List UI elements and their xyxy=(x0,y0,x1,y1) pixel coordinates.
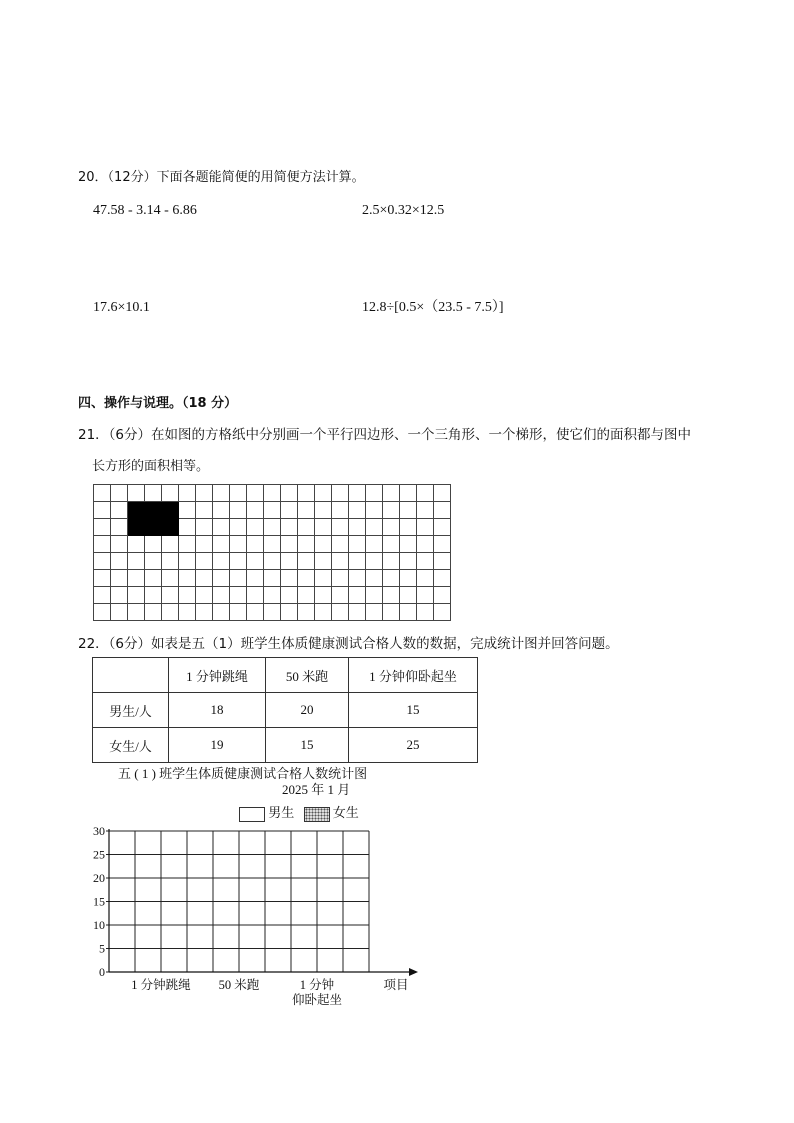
y-tick-label: 20 xyxy=(93,871,105,885)
grid-square[interactable] xyxy=(366,570,383,587)
grid-square[interactable] xyxy=(196,536,213,553)
table-header-situps: 1 分钟仰卧起坐 xyxy=(349,658,478,693)
grid-square[interactable] xyxy=(315,502,332,519)
x-axis-arrow xyxy=(409,968,418,976)
grid-square[interactable] xyxy=(281,570,298,587)
q20-title: 20．（12分）下面各题能简便的用简便方法计算。 xyxy=(78,170,365,185)
grid-square[interactable] xyxy=(247,587,264,604)
grid-square[interactable] xyxy=(281,502,298,519)
table-cell: 25 xyxy=(349,728,478,763)
grid-square[interactable] xyxy=(434,587,451,604)
grid-square[interactable] xyxy=(230,570,247,587)
grid-square[interactable] xyxy=(281,485,298,502)
grid-square[interactable] xyxy=(247,553,264,570)
table-cell: 19 xyxy=(169,728,266,763)
grid-square[interactable] xyxy=(111,587,128,604)
grid-square[interactable] xyxy=(315,485,332,502)
y-tick-label: 5 xyxy=(99,941,105,956)
grid-square[interactable] xyxy=(400,502,417,519)
grid-square[interactable] xyxy=(162,553,179,570)
grid-square[interactable] xyxy=(281,587,298,604)
grid-square[interactable] xyxy=(94,536,111,553)
grid-square[interactable] xyxy=(281,604,298,621)
grid-square[interactable] xyxy=(145,604,162,621)
grid-square[interactable] xyxy=(264,536,281,553)
given-rectangle-cell[interactable] xyxy=(145,502,162,519)
grid-square[interactable] xyxy=(366,604,383,621)
grid-square[interactable] xyxy=(434,570,451,587)
grid-square[interactable] xyxy=(230,502,247,519)
grid-square[interactable] xyxy=(179,485,196,502)
grid-square[interactable] xyxy=(281,519,298,536)
grid-square[interactable] xyxy=(111,553,128,570)
grid-square[interactable] xyxy=(213,536,230,553)
grid-square[interactable] xyxy=(162,536,179,553)
grid-square[interactable] xyxy=(196,604,213,621)
grid-square[interactable] xyxy=(94,553,111,570)
grid-square[interactable] xyxy=(332,502,349,519)
table-header-jump-rope: 1 分钟跳绳 xyxy=(169,658,266,693)
grid-square[interactable] xyxy=(417,519,434,536)
grid-square[interactable] xyxy=(434,519,451,536)
chart-title: 五 ( 1 ) 班学生体质健康测试合格人数统计图 xyxy=(118,766,368,781)
square-grid-paper[interactable] xyxy=(93,484,451,621)
table-cell: 15 xyxy=(349,693,478,728)
grid-square[interactable] xyxy=(332,587,349,604)
y-tick-label: 30 xyxy=(93,824,105,838)
bar-chart-grid[interactable] xyxy=(80,820,430,1015)
grid-square[interactable] xyxy=(400,570,417,587)
grid-square[interactable] xyxy=(349,553,366,570)
grid-square[interactable] xyxy=(383,519,400,536)
grid-square[interactable] xyxy=(332,604,349,621)
grid-square[interactable] xyxy=(298,485,315,502)
grid-square[interactable] xyxy=(366,502,383,519)
grid-square[interactable] xyxy=(383,502,400,519)
grid-square[interactable] xyxy=(230,536,247,553)
grid-square[interactable] xyxy=(332,570,349,587)
grid-square[interactable] xyxy=(366,536,383,553)
grid-square[interactable] xyxy=(145,553,162,570)
grid-square[interactable] xyxy=(332,553,349,570)
grid-square[interactable] xyxy=(281,553,298,570)
grid-square[interactable] xyxy=(400,485,417,502)
grid-square[interactable] xyxy=(315,536,332,553)
grid-square[interactable] xyxy=(400,536,417,553)
y-tick-label: 15 xyxy=(93,894,105,909)
grid-square[interactable] xyxy=(434,485,451,502)
grid-square[interactable] xyxy=(213,519,230,536)
grid-square[interactable] xyxy=(162,485,179,502)
table-row-label-boys: 男生/人 xyxy=(93,693,169,728)
grid-square[interactable] xyxy=(434,553,451,570)
grid-square[interactable] xyxy=(315,519,332,536)
q20-expr-1: 47.58 - 3.14 - 6.86 xyxy=(93,203,197,218)
grid-square[interactable] xyxy=(434,502,451,519)
x-category-label: 50 米跑 xyxy=(218,978,260,992)
grid-square[interactable] xyxy=(179,536,196,553)
grid-square[interactable] xyxy=(315,604,332,621)
grid-square[interactable] xyxy=(332,519,349,536)
grid-square[interactable] xyxy=(213,587,230,604)
grid-square[interactable] xyxy=(179,570,196,587)
q21-line-1: 21．（6分）在如图的方格纸中分别画一个平行四边形、一个三角形、一个梯形，使它们的面积都与图中 xyxy=(78,427,692,443)
grid-square[interactable] xyxy=(298,553,315,570)
grid-square[interactable] xyxy=(400,604,417,621)
grid-square[interactable] xyxy=(383,485,400,502)
grid-square[interactable] xyxy=(383,570,400,587)
grid-square[interactable] xyxy=(434,536,451,553)
grid-square[interactable] xyxy=(247,536,264,553)
grid-square[interactable] xyxy=(264,502,281,519)
grid-square[interactable] xyxy=(111,536,128,553)
grid-square[interactable] xyxy=(366,553,383,570)
grid-square[interactable] xyxy=(94,485,111,502)
grid-square[interactable] xyxy=(298,536,315,553)
grid-square[interactable] xyxy=(111,519,128,536)
grid-square[interactable] xyxy=(417,587,434,604)
grid-square[interactable] xyxy=(94,519,111,536)
grid-square[interactable] xyxy=(349,519,366,536)
grid-square[interactable] xyxy=(247,604,264,621)
grid-square[interactable] xyxy=(196,553,213,570)
grid-square[interactable] xyxy=(400,519,417,536)
grid-square[interactable] xyxy=(162,570,179,587)
grid-square[interactable] xyxy=(332,485,349,502)
table-row-label-girls: 女生/人 xyxy=(93,728,169,763)
grid-square[interactable] xyxy=(366,587,383,604)
grid-square[interactable] xyxy=(162,604,179,621)
y-tick-label: 10 xyxy=(93,918,105,932)
given-rectangle-cell[interactable] xyxy=(128,519,145,536)
x-category-label: 1 分钟跳绳 xyxy=(131,978,191,992)
grid-square[interactable] xyxy=(145,536,162,553)
grid-square[interactable] xyxy=(247,519,264,536)
grid-square[interactable] xyxy=(383,587,400,604)
grid-square[interactable] xyxy=(264,587,281,604)
grid-square[interactable] xyxy=(400,553,417,570)
grid-square[interactable] xyxy=(213,570,230,587)
grid-square[interactable] xyxy=(315,553,332,570)
table-cell: 18 xyxy=(169,693,266,728)
fitness-data-table xyxy=(92,657,478,763)
grid-square[interactable] xyxy=(417,553,434,570)
grid-square[interactable] xyxy=(417,570,434,587)
grid-square[interactable] xyxy=(128,587,145,604)
grid-square[interactable] xyxy=(196,587,213,604)
grid-square[interactable] xyxy=(366,485,383,502)
grid-square[interactable] xyxy=(298,604,315,621)
q20-expr-4: 12.8÷[0.5×（23.5 - 7.5）] xyxy=(362,300,504,315)
y-tick-label: 0 xyxy=(99,965,105,979)
grid-square[interactable] xyxy=(145,485,162,502)
grid-square[interactable] xyxy=(230,485,247,502)
grid-square[interactable] xyxy=(111,604,128,621)
grid-square[interactable] xyxy=(298,587,315,604)
grid-square[interactable] xyxy=(281,536,298,553)
grid-square[interactable] xyxy=(179,587,196,604)
grid-square[interactable] xyxy=(179,519,196,536)
grid-square[interactable] xyxy=(298,502,315,519)
grid-square[interactable] xyxy=(128,536,145,553)
chart-subtitle: 2025 年 1 月 xyxy=(282,782,351,797)
grid-square[interactable] xyxy=(298,570,315,587)
grid-square[interactable] xyxy=(128,553,145,570)
table-header-50m-run: 50 米跑 xyxy=(266,658,349,693)
grid-square[interactable] xyxy=(349,570,366,587)
table-cell: 15 xyxy=(266,728,349,763)
grid-square[interactable] xyxy=(315,587,332,604)
y-tick-label: 25 xyxy=(93,847,105,862)
q21-line-2: 长方形的面积相等。 xyxy=(92,459,210,474)
grid-square[interactable] xyxy=(298,519,315,536)
grid-square[interactable] xyxy=(145,570,162,587)
grid-square[interactable] xyxy=(247,570,264,587)
grid-square[interactable] xyxy=(264,485,281,502)
grid-square[interactable] xyxy=(162,587,179,604)
grid-square[interactable] xyxy=(128,570,145,587)
grid-square[interactable] xyxy=(417,485,434,502)
grid-square[interactable] xyxy=(349,587,366,604)
grid-square[interactable] xyxy=(179,604,196,621)
grid-square[interactable] xyxy=(264,519,281,536)
grid-square[interactable] xyxy=(94,570,111,587)
grid-square[interactable] xyxy=(213,553,230,570)
grid-square[interactable] xyxy=(94,587,111,604)
legend-label-boys: 男生 xyxy=(268,805,295,820)
legend-label-girls: 女生 xyxy=(332,805,359,820)
grid-square[interactable] xyxy=(196,485,213,502)
grid-square[interactable] xyxy=(247,485,264,502)
table-header-blank xyxy=(93,658,169,693)
grid-square[interactable] xyxy=(366,519,383,536)
q20-expr-2: 2.5×0.32×12.5 xyxy=(362,203,445,218)
grid-square[interactable] xyxy=(417,536,434,553)
grid-square[interactable] xyxy=(400,587,417,604)
grid-square[interactable] xyxy=(179,553,196,570)
grid-square[interactable] xyxy=(179,502,196,519)
grid-square[interactable] xyxy=(128,604,145,621)
grid-square[interactable] xyxy=(383,604,400,621)
grid-square[interactable] xyxy=(349,485,366,502)
grid-square[interactable] xyxy=(383,553,400,570)
grid-square[interactable] xyxy=(230,587,247,604)
grid-square[interactable] xyxy=(349,502,366,519)
grid-square[interactable] xyxy=(196,570,213,587)
given-rectangle-cell[interactable] xyxy=(128,502,145,519)
grid-square[interactable] xyxy=(332,536,349,553)
grid-square[interactable] xyxy=(145,587,162,604)
grid-square[interactable] xyxy=(417,604,434,621)
grid-square[interactable] xyxy=(230,553,247,570)
x-axis-title: 项目 xyxy=(383,978,409,992)
given-rectangle-cell[interactable] xyxy=(162,519,179,536)
grid-square[interactable] xyxy=(213,485,230,502)
x-category-label: 仰卧起坐 xyxy=(291,993,343,1007)
grid-square[interactable] xyxy=(111,485,128,502)
grid-square[interactable] xyxy=(111,502,128,519)
grid-square[interactable] xyxy=(196,519,213,536)
grid-square[interactable] xyxy=(349,536,366,553)
grid-square[interactable] xyxy=(264,570,281,587)
x-category-label: 1 分钟 xyxy=(299,978,335,992)
given-rectangle-cell[interactable] xyxy=(145,519,162,536)
given-rectangle-cell[interactable] xyxy=(162,502,179,519)
grid-square[interactable] xyxy=(264,553,281,570)
grid-square[interactable] xyxy=(315,570,332,587)
grid-square[interactable] xyxy=(196,502,213,519)
q22-title: 22．（6分）如表是五（1）班学生体质健康测试合格人数的数据，完成统计图并回答问题。 xyxy=(78,636,619,652)
grid-square[interactable] xyxy=(349,604,366,621)
grid-square[interactable] xyxy=(434,604,451,621)
grid-square[interactable] xyxy=(111,570,128,587)
grid-square[interactable] xyxy=(417,502,434,519)
section-4-title: 四、操作与说理。（18 分） xyxy=(78,396,238,411)
grid-square[interactable] xyxy=(230,604,247,621)
grid-square[interactable] xyxy=(264,604,281,621)
grid-square[interactable] xyxy=(213,604,230,621)
grid-square[interactable] xyxy=(383,536,400,553)
table-cell: 20 xyxy=(266,693,349,728)
q20-expr-3: 17.6×10.1 xyxy=(93,300,150,315)
grid-square[interactable] xyxy=(94,502,111,519)
grid-square[interactable] xyxy=(230,519,247,536)
grid-square[interactable] xyxy=(94,604,111,621)
grid-square[interactable] xyxy=(128,485,145,502)
grid-square[interactable] xyxy=(247,502,264,519)
grid-square[interactable] xyxy=(213,502,230,519)
